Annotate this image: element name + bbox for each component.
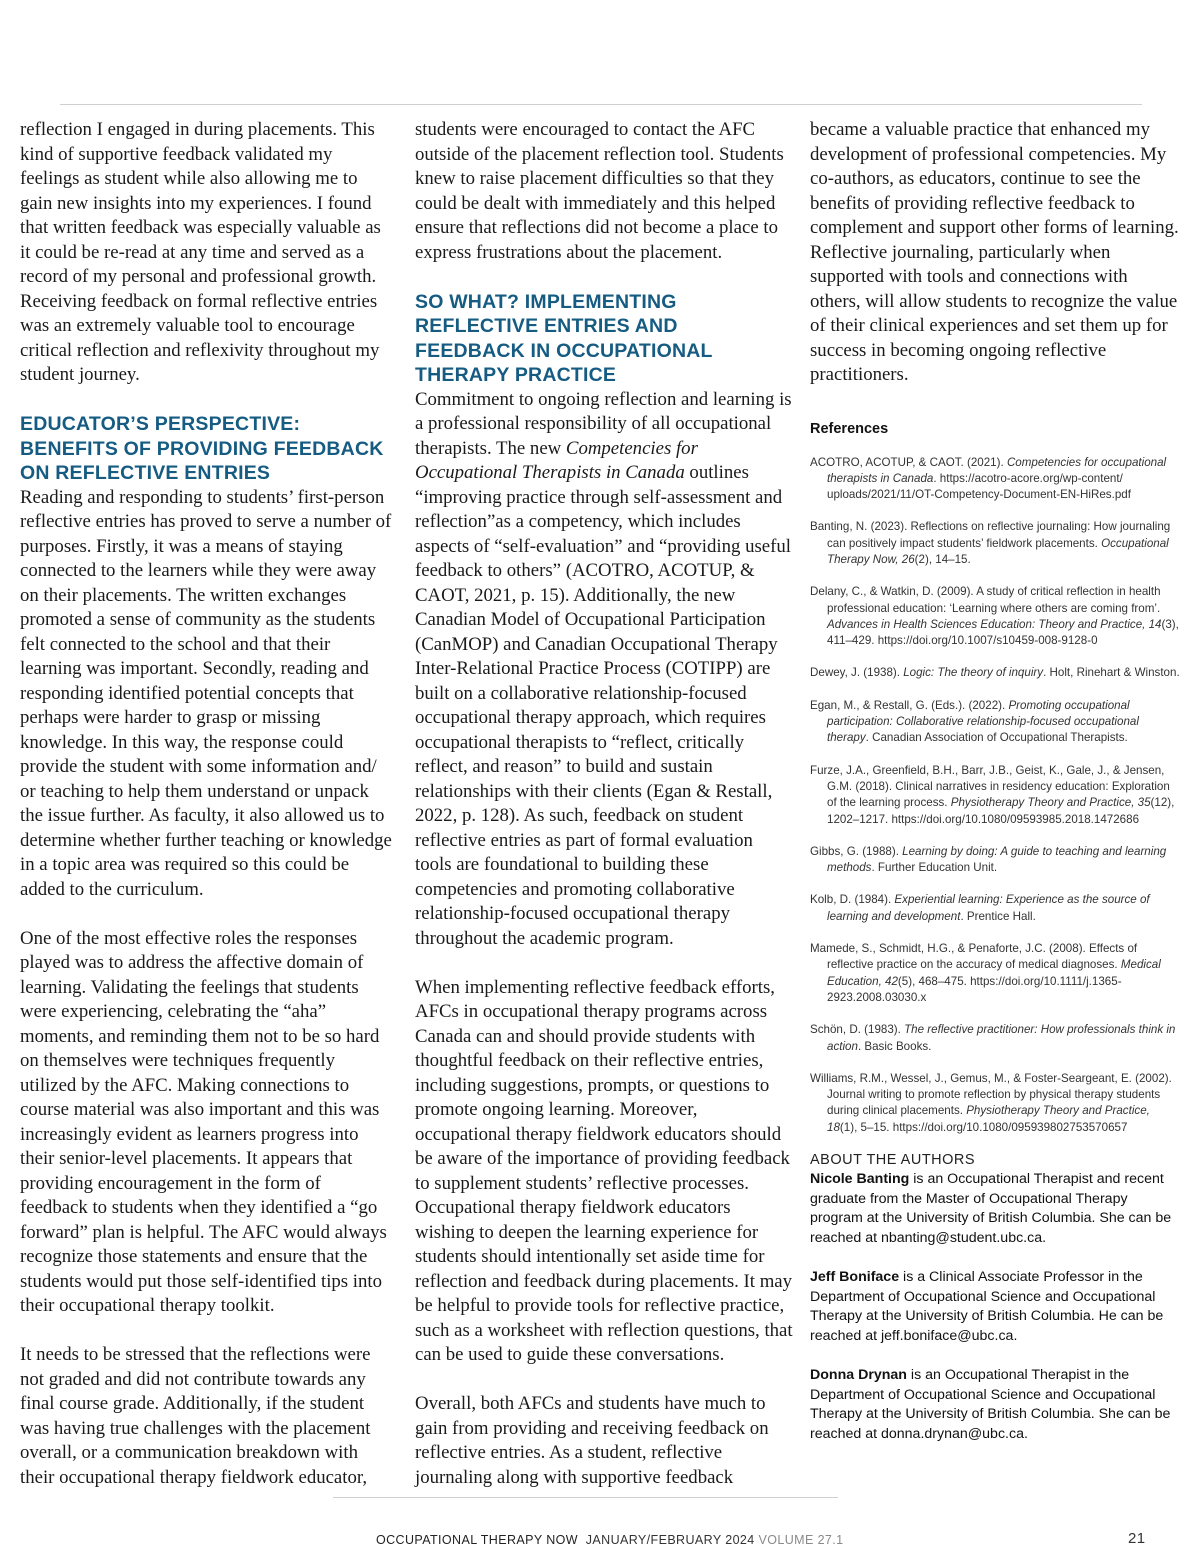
reference-text: . Holt, Rinehart & Winston.	[1043, 666, 1180, 680]
reference-entry	[810, 455, 1182, 504]
author-description: is an Occupational Therapist in the Department of Occupational Science and Occupational Therapy at the University of British Columbia. She can be reached at donna.drynan@ubc.ca.	[810, 1366, 1171, 1442]
reference-title: Occupational Therapy Now, 26	[827, 536, 1169, 566]
author-bio	[810, 1170, 1182, 1248]
reference-text: (12), 1202–1217. https://doi.org/10.1080/09593985.2018.1472686	[827, 796, 1175, 826]
reference-text: Williams, R.M., Wessel, J., Gemus, M., & Foster-Seargeant, E. (2002). Journal writing to promote reflection by physical therapy students during clinical placements.	[810, 1071, 1172, 1118]
italic-title: Competencies for Occupational Therapists in Canada	[415, 437, 698, 483]
reference-text: Gibbs, G. (1988).	[810, 844, 903, 858]
column-1	[20, 118, 392, 1490]
section-heading-educator-perspective: EDUCATOR’S PERSPECTIVE: BENEFITS OF PROVIDING FEEDBACK ON REFLECTIVE ENTRIES	[20, 413, 384, 484]
reference-text: Delany, C., & Watkin, D. (2009). A study of critical reflection in health professional education: ‘Learning where others are coming from’.	[810, 585, 1161, 615]
section-heading-so-what: SO WHAT? IMPLEMENTING REFLECTIVE ENTRIES AND FEEDBACK IN OCCUPATIONAL THERAPY PRACTICE	[415, 290, 713, 386]
reference-text: . Further Education Unit.	[871, 861, 998, 875]
reference-title: The reflective practitioner: How professionals think in action	[827, 1023, 1176, 1053]
reference-title: Physiotherapy Theory and Practice, 35	[950, 796, 1151, 810]
reference-title: Experiential learning: Experience as the source of learning and development	[827, 893, 1150, 923]
reference-entry	[810, 1071, 1182, 1136]
reference-entry	[810, 665, 1182, 681]
reference-text: (2), 14–15.	[914, 552, 971, 566]
reference-text: Egan, M., & Restall, G. (Eds.). (2022).	[810, 698, 1009, 712]
column-2	[415, 118, 793, 1490]
reference-text: Mamede, S., Schmidt, H.G., & Penaforte, J.C. (2008). Effects of reflective practice on the accuracy of medical diagnoses.	[810, 942, 1138, 972]
reference-text: ACOTRO, ACOTUP, & CAOT. (2021).	[810, 455, 1007, 469]
reference-text: (5), 468–475. https://doi.org/10.1111/j.1365-2923.2008.03030.x	[827, 974, 1122, 1004]
column-3	[810, 118, 1182, 1464]
reference-entry	[810, 584, 1182, 649]
reference-entry	[810, 1022, 1182, 1055]
reference-entry	[810, 892, 1182, 925]
footer-journal-line	[376, 1533, 844, 1547]
reference-text: . Basic Books.	[857, 1039, 932, 1053]
author-description: is an Occupational Therapist and recent graduate from the Master of Occupational Therapy program at the University of British Columbia. She can be reached at nbanting@student.ubc.ca.	[810, 1171, 1172, 1246]
reference-text: . https://acotro-acore.org/wp-content/ uploads/2021/11/OT-Competency-Document-EN-HiRes.pdf	[827, 471, 1131, 502]
reference-title: Medical Education, 42	[827, 958, 1161, 988]
issue-date: JANUARY/FEBRUARY 2024	[585, 1533, 755, 1547]
reference-title: Promoting occupational participation: Collaborative relationship-focused occupational therapy	[827, 698, 1139, 745]
references-heading: References	[810, 420, 889, 437]
paragraph: Overall, both AFCs and students have much to gain from providing and receiving feedback on reflective entries. As a student, reflective journaling along with supportive feedback	[415, 1393, 769, 1488]
reference-text: Kolb, D. (1984).	[810, 893, 895, 907]
reference-title: Learning by doing: A guide to teaching and learning methods	[827, 844, 1167, 875]
author-name: Jeff Boniface	[810, 1268, 900, 1285]
reference-entry	[810, 698, 1182, 747]
author-bio	[810, 1366, 1182, 1444]
reference-entry	[810, 763, 1182, 828]
author-name: Donna Drynan	[810, 1366, 907, 1383]
text-run: Commitment to ongoing reflection and learning is a professional responsibility of all occupational therapists. The new	[415, 388, 792, 459]
reference-text: Furze, J.A., Greenfield, B.H., Barr, J.B., Geist, K., Gale, J., & Jensen, G.M. (2018). Clinical narratives in residency education: Exploration of the learning process.	[810, 763, 1170, 810]
reference-text: . Prentice Hall.	[960, 909, 1036, 923]
author-name: Nicole Banting	[810, 1171, 910, 1187]
reference-title: Physiotherapy Theory and Practice, 18	[827, 1104, 1150, 1134]
reference-title: Logic: The theory of inquiry	[903, 666, 1044, 680]
volume-number: VOLUME 27.1	[758, 1533, 844, 1547]
text-run: outlines “improving practice through self-assessment and reflection”as a competency, which includes aspects of “self-evaluation” and “providing useful feedback to others” (ACOTRO, ACOTUP, & CAOT, 2021, p. 15). Additionally, the new Canadian Model of Occupational Participation (CanMOP) and Canadian Occupational Therapy Inter-Relational Practice Process (COTIPP) are built on a collaborative relationship-focused occupational therapy approach, which requires occupational therapists to “reflect, critically reflect, and reason” to build and sustain relationships with their clients (Egan & Restall, 2022, p. 128). As such, feedback on student reflective entries as part of formal evaluation tools are foundational to building these competencies and promoting collaborative relationship-focused occupational therapy throughout the academic program.	[415, 462, 792, 949]
reference-text: Dewey, J. (1938).	[810, 666, 904, 680]
author-bios	[810, 1170, 1182, 1444]
paragraph: Reading and responding to students’ first-person reflective entries has proved to serve a number of purposes. Firstly, it was a means of staying connected to the learners while they were away on their placements. The written exchanges promoted a sense of community as the students felt connected to the school and that their learning was important. Secondly, reading and responding identified potential concepts that perhaps were harder to grasp or missing knowledge. In this way, the response could provide the student with some information and/ or teaching to help them understand or unpack the issue further. As faculty, it also allowed us to determine whether further teaching or knowledge in a topic area was required so this could be added to the curriculum.	[20, 486, 392, 900]
about-authors-heading: ABOUT THE AUTHORS	[810, 1152, 976, 1168]
reference-entry	[810, 519, 1182, 568]
reference-text: . Canadian Association of Occupational Therapists.	[865, 731, 1128, 745]
author-bio	[810, 1268, 1182, 1346]
header-divider	[60, 104, 1142, 105]
paragraph	[415, 388, 793, 952]
paragraph: reflection I engaged in during placements. This kind of supportive feedback validated my feelings as student while also allowing me to gain new insights into my experiences. I found that written feedback was especially valuable as it could be re-read at any time and served as a record of my personal and professional growth. Receiving feedback on formal reflective entries was an extremely valuable tool to encourage critical reflection and reflexivity throughout my student journey.	[20, 119, 381, 385]
paragraph: One of the most effective roles the responses played was to address the affective domain of learning. Validating the feelings that students were experiencing, celebrating the “aha” moments, and reminding them not to be so hard on themselves were techniques frequently utilized by the AFC. Making connections to course material was also important and this was increasingly evident as learners progress into their senior-level placements. It appears that providing encouragement in the form of feedback to students when they identified a “go forward” plan is helpful. The AFC would always recognize those statements and ensure that the students would put those self-identified tips into their occupational therapy toolkit.	[20, 927, 387, 1316]
paragraph: When implementing reflective feedback efforts, AFCs in occupational therapy programs across Canada can and should provide students with thoughtful feedback on their reflective entries, including suggestions, prompts, or questions to promote ongoing learning. Moreover, occupational therapy fieldwork educators should be aware of the importance of providing feedback to supplement students’ reflective processes. Occupational therapy fieldwork educators wishing to deepen the learning experience for students should intentionally set aside time for reflection and feedback during placements. It may be helpful to provide tools for reflective practice, such as a worksheet with reflection questions, that can be used to guide these conversations.	[415, 976, 793, 1365]
page-number: 21	[1128, 1530, 1146, 1547]
references-list	[810, 455, 1182, 1137]
reference-text: Banting, N. (2023). Reflections on reflective journaling: How journaling can positively impact students’ fieldwork placements.	[810, 520, 1171, 550]
reference-title: Competencies for occupational therapists in Canada	[827, 455, 1167, 485]
reference-text: (1), 5–15. https://doi.org/10.1080/095939802753570657	[839, 1120, 1128, 1134]
reference-entry	[810, 844, 1182, 877]
author-description: is a Clinical Associate Professor in the Department of Occupational Science and Occupational Therapy at the University of British Columbia. He can be reached at jeff.boniface@ubc.ca.	[810, 1268, 1164, 1344]
journal-name: OCCUPATIONAL THERAPY NOW	[376, 1533, 578, 1547]
reference-title: Advances in Health Sciences Education: Theory and Practice, 14	[827, 617, 1162, 631]
reference-text: (3), 411–429. https://doi.org/10.1007/s10459-008-9128-0	[827, 617, 1179, 648]
footer-divider	[333, 1497, 838, 1498]
paragraph: became a valuable practice that enhanced my development of professional competencies. My co-authors, as educators, continue to see the benefits of providing reflective feedback to complement and support other forms of learning. Reflective journaling, particularly when supported with tools and connections with others, will allow students to recognize the value of their clinical experiences and set them up for success in becoming ongoing reflective practitioners.	[810, 119, 1179, 385]
reference-text: Schön, D. (1983).	[810, 1023, 905, 1037]
paragraph: It needs to be stressed that the reflections were not graded and did not contribute towards any final course grade. Additionally, if the student was having true challenges with the placement overall, or a communication breakdown with their occupational therapy fieldwork educator,	[20, 1344, 371, 1488]
reference-entry	[810, 941, 1182, 1006]
paragraph: students were encouraged to contact the AFC outside of the placement reflection tool. Students knew to raise placement difficulties so that they could be dealt with immediately and this helped ensure that reflections did not become a place to express frustrations about the placement.	[415, 119, 784, 263]
